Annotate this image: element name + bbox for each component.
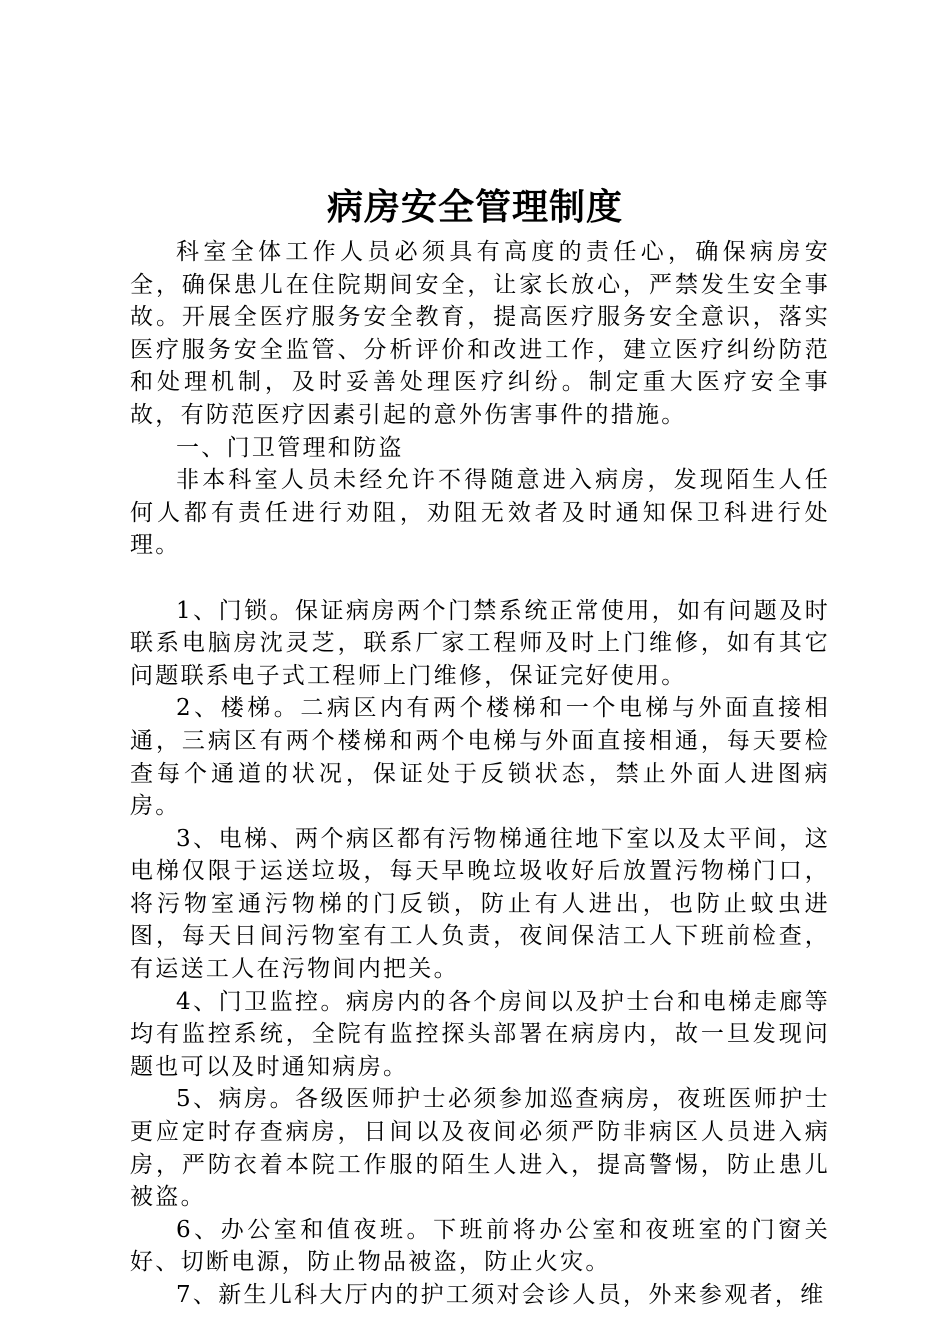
paragraph-visitors: 非本科室人员未经允许不得随意进入病房，发现陌生人任何人都有责任进行劝阻，劝阻无效者及时通知保卫科进行处理。 [130, 467, 830, 559]
paragraph-item-2: 2、楼梯。二病区内有两个楼梯和一个电梯与外面直接相通，三病区有两个楼梯和两个电梯与外面直接相通，每天要检查每个通道的状况，保证处于反锁状态，禁止外面人进图病房。 [130, 695, 830, 820]
paragraph-item-4: 4、门卫监控。病房内的各个房间以及护士台和电梯走廊等均有监控系统，全院有监控探头部署在病房内，故一旦发现问题也可以及时通知病房。 [130, 988, 830, 1080]
document-title: 病房安全管理制度 [326, 186, 623, 228]
paragraph-item-5: 5、病房。各级医师护士必须参加巡查病房，夜班医师护士更应定时存查病房，日间以及夜间必须严防非病区人员进入病房，严防衣着本院工作服的陌生人进入，提高警惕，防止患儿被盗。 [130, 1086, 830, 1211]
paragraph-intro: 科室全体工作人员必须具有高度的责任心，确保病房安全，确保患儿在住院期间安全，让家长放心，严禁发生安全事故。开展全医疗服务安全教育，提高医疗服务安全意识，落实医疗服务安全监管、分析评价和改进工作，建立医疗纠纷防范和处理机制，及时妥善处理医疗纠纷。制定重大医疗安全事故，有防范医疗因素引起的意外伤害事件的措施。 [130, 239, 830, 428]
paragraph-item-1: 1、门锁。保证病房两个门禁系统正常使用，如有问题及时联系电脑房沈灵芝，联系厂家工程师及时上门维修，如有其它问题联系电子式工程师上门维修，保证完好使用。 [130, 597, 830, 689]
section-heading: 一、门卫管理和防盗 [176, 434, 404, 461]
document-body [130, 236, 830, 1312]
paragraph-item-7: 7、新生儿科大厅内的护工须对会诊人员，外来参观者，维 [176, 1282, 826, 1308]
paragraph-item-6: 6、办公室和值夜班。下班前将办公室和夜班室的门窗关好、切断电源，防止物品被盗，防止火灾。 [130, 1216, 830, 1276]
paragraph-spacer [130, 562, 830, 595]
paragraph-item-3: 3、电梯、两个病区都有污物梯通往地下室以及太平间，这电梯仅限于运送垃圾，每天早晚垃圾收好后放置污物梯门口，将污物室通污物梯的门反锁，防止有人进出，也防止蚊虫进图，每天日间污物室有工人负责，夜间保洁工人下班前检查，有运送工人在污物间内把关。 [130, 825, 830, 983]
